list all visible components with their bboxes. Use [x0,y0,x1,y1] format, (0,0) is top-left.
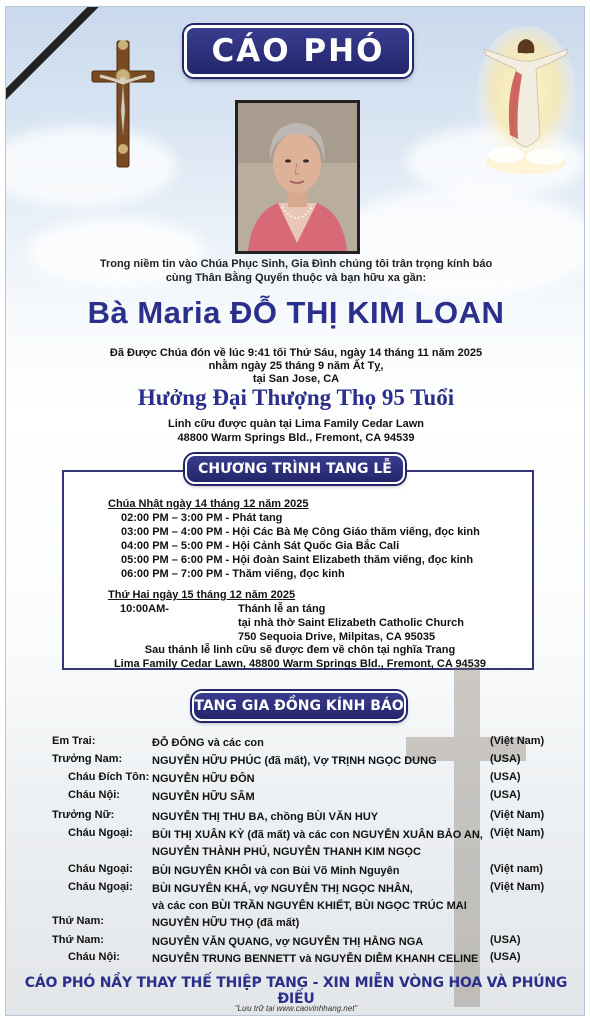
death-line: tại San Jose, CA [252,373,340,385]
family-relation: Trưởng Nữ: [52,809,115,821]
archive-credit: "Lưu trữ tại www.caovinhhang.net" [234,1004,358,1013]
family-country: (USA) [490,951,521,963]
schedule-row: 02:00 PM – 3:00 PM - Phát tang [121,512,283,524]
burial-line: Sau thánh lễ linh cữu sẽ được đem về chôn tại nghĩa Trang [144,644,456,656]
family-relation: Thứ Nam: [52,934,104,946]
family-relation: Thứ Nam: [52,915,104,927]
family-names: BÙI NGUYÊN KHÁ, vợ NGUYỄN THỊ NGỌC NHÂN, [152,883,413,895]
intro-text [6,257,585,285]
family-names: NGUYỄN HỮU ĐÔN [152,773,255,785]
family-relation: Trưởng Nam: [52,753,123,765]
family-row [6,951,585,967]
schedule-row: 06:00 PM – 7:00 PM - Thăm viếng, đọc kinh [121,568,345,580]
risen-jesus-icon [476,27,576,177]
family-row [6,753,585,769]
family-names: NGUYỄN THÀNH PHÚ, NGUYỄN THANH KIM NGỌC [152,846,421,858]
schedule-day1-date: Chúa Nhật ngày 14 tháng 12 năm 2025 [108,498,309,510]
family-country: (Việt nam) [490,863,543,875]
family-row [6,827,585,861]
intro-line: Trong niềm tin vào Chúa Phục Sinh, Gia Đình chúng tôi trân trọng kính báo [99,258,493,270]
deceased-portrait [235,100,360,254]
family-row [6,735,585,751]
schedule-row: 05:00 PM – 6:00 PM - Hội đoàn Saint Elizabeth thăm viếng, đọc kinh [121,554,474,566]
schedule-row: 04:00 PM – 5:00 PM - Hội Cảnh Sát Quốc Gia Bắc Cali [121,540,400,552]
family-row [6,934,585,950]
family-names: NGUYỄN HỮU PHÚC (đã mất), Vợ TRỊNH NGỌC DUNG [152,755,437,767]
schedule-day2-date: Thứ Hai ngày 15 tháng 12 năm 2025 [108,589,296,601]
family-country: (USA) [490,934,521,946]
family-country: (Việt Nam) [490,809,545,821]
family-names: NGUYỄN HỮU SÂM [152,791,255,803]
schedule-heading: CHƯƠNG TRÌNH TANG LỄ [185,454,405,484]
mass-time: 10:00AM- [120,603,169,615]
family-row [6,915,585,931]
schedule-box [62,470,534,670]
wake-location [6,417,585,445]
family-relation: Cháu Ngoại: [68,881,133,893]
family-names: BÙI NGUYÊN KHÔI và con Bùi Võ Minh Nguyên [152,865,400,877]
family-names: BÙI THỊ XUÂN KỲ (đã mất) và các con NGUYỄN XUÂN BẢO AN, [152,829,483,841]
family-country: (Việt Nam) [490,827,545,839]
death-details [6,347,585,386]
death-line: nhằm ngày 25 tháng 9 năm Ất Tỵ, [208,360,384,372]
family-country: (Việt Nam) [490,735,545,747]
page-title: CÁO PHÓ [184,25,412,77]
mass-line: Thánh lễ an táng [238,603,326,615]
death-line: Đã Được Chúa đón về lúc 9:41 tối Thứ Sáu, ngày 14 tháng 11 năm 2025 [109,347,483,359]
obituary-card [5,6,585,1016]
family-row [6,809,585,825]
family-names: ĐỖ ĐÔNG và các con [152,737,264,749]
family-names: NGUYỄN HỮU THỌ (đã mất) [152,917,300,929]
family-relation: Cháu Nội: [68,789,120,801]
family-relation: Cháu Ngoại: [68,863,133,875]
family-heading: TANG GIA ĐỒNG KÍNH BÁO [192,691,406,721]
family-relation: Cháu Đích Tôn: [68,771,150,783]
schedule-row: 03:00 PM – 4:00 PM - Hội Các Bà Mẹ Công Giáo thăm viếng, đọc kinh [121,526,480,538]
family-country: (USA) [490,753,521,765]
wake-line: Linh cữu được quàn tại Lima Family Cedar Lawn [167,418,424,430]
mass-line: tại nhà thờ Saint Elizabeth Catholic Church [238,617,465,629]
family-names: và các con BÙI TRẦN NGUYÊN KHIẾT, BÙI NGỌC TRÚC MAI [152,900,467,912]
family-names: NGUYỄN THỊ THU BA, chồng BÙI VĂN HUY [152,811,379,823]
family-country: (Việt Nam) [490,881,545,893]
family-country: (USA) [490,789,521,801]
family-relation: Em Trai: [52,735,96,747]
family-names: NGUYỄN VĂN QUANG, vợ NGUYỄN THỊ HẰNG NGA [152,936,424,948]
family-names: NGUYỄN TRUNG BENNETT và NGUYỄN DIỄM KHANH CELINE [152,953,479,965]
mass-line: 750 Sequoia Drive, Milpitas, CA 95035 [238,631,436,643]
family-relation: Cháu Ngoại: [68,827,133,839]
burial-line: Lima Family Cedar Lawn, 48800 Warm Springs Bld., Fremont, CA 94539 [113,658,487,670]
family-row [6,881,585,915]
family-row [6,863,585,879]
footer-notice: CÁO PHÓ NẦY THAY THẾ THIỆP TANG - XIN MIỄN VÒNG HOA VÀ PHÚNG ĐIẾU [24,975,568,1007]
intro-line: cùng Thân Bằng Quyến thuộc và bạn hữu xa gần: [165,272,427,284]
family-row [6,789,585,805]
deceased-name: Bà Maria ĐỖ THỊ KIM LOAN [87,295,505,330]
wake-line: 48800 Warm Springs Bld., Fremont, CA 94539 [177,432,415,444]
crucifix-icon [88,39,158,169]
family-country: (USA) [490,771,521,783]
family-relation: Cháu Nội: [68,951,120,963]
family-row [6,771,585,787]
age-line: Hưởng Đại Thượng Thọ 95 Tuổi [137,385,455,410]
